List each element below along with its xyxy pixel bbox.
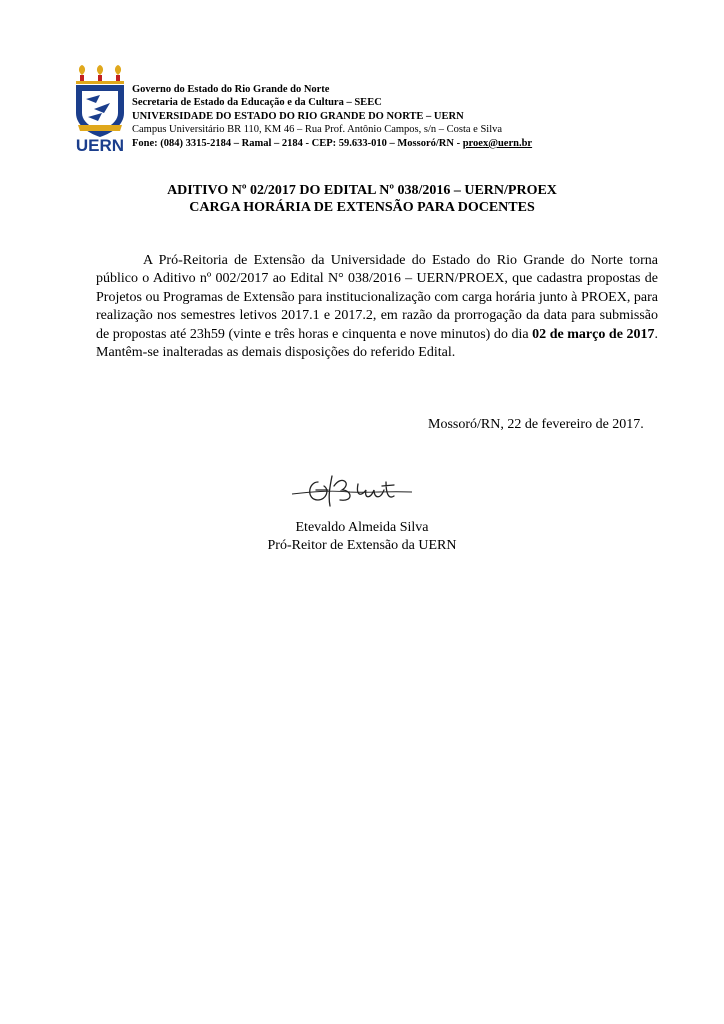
header-contact xyxy=(132,137,532,150)
header-university: UNIVERSIDADE DO ESTADO DO RIO GRANDE DO NORTE – UERN xyxy=(132,110,464,122)
header-government: Governo do Estado do Rio Grande do Norte xyxy=(132,84,330,95)
header-phone: Fone: (084) 3315-2184 – Ramal – 2184 - CEP: 59.633-010 – Mossoró/RN - xyxy=(132,137,463,149)
signatory-name: Etevaldo Almeida Silva xyxy=(295,520,429,535)
header-secretariat: Secretaria de Estado da Educação e da Cultura – SEEC xyxy=(132,97,382,109)
letterhead xyxy=(132,83,532,150)
body-paragraph xyxy=(96,252,658,362)
deadline-date: 02 de março de 2017 xyxy=(532,326,655,342)
signatory-block xyxy=(0,519,724,555)
body-text-end: . Mantêm-se inalteradas as demais disposições do referido Edital. xyxy=(96,326,659,361)
signatory-role: Pró-Reitor de Extensão da UERN xyxy=(267,538,457,553)
title-line-2: CARGA HORÁRIA DE EXTENSÃO PARA DOCENTES xyxy=(189,200,535,215)
handwritten-signature xyxy=(290,468,415,510)
title-line-1: ADITIVO Nº 02/2017 DO EDITAL Nº 038/2016 – UERN/PROEX xyxy=(167,183,557,198)
place-and-date: Mossoró/RN, 22 de fevereiro de 2017. xyxy=(428,417,644,432)
svg-text:UERN: UERN xyxy=(75,136,125,153)
uern-logo xyxy=(70,65,130,153)
header-address: Campus Universitário BR 110, KM 46 – Rua Prof. Antônio Campos, s/n – Costa e Silva xyxy=(132,124,503,136)
email-link[interactable]: proex@uern.br xyxy=(462,137,533,149)
body-text-main: A Pró-Reitoria de Extensão da Universidade do Estado do Rio Grande do Norte torna público o Aditivo nº 002/2017 ao Edital N° 038/2016 – UERN/PROEX, que cadastra propostas de Projetos ou Programas de Extensão para institucionalização com carga horária junto à PROEX, para realização nos semestres letivos 2017.1 e 2017.2, em razão da prorrogação da data para submissão de propostas até 23h59 (vinte e três horas e cinquenta e nove minutos) do dia xyxy=(96,253,658,342)
document-title xyxy=(0,182,724,216)
torches-icon xyxy=(76,65,124,84)
